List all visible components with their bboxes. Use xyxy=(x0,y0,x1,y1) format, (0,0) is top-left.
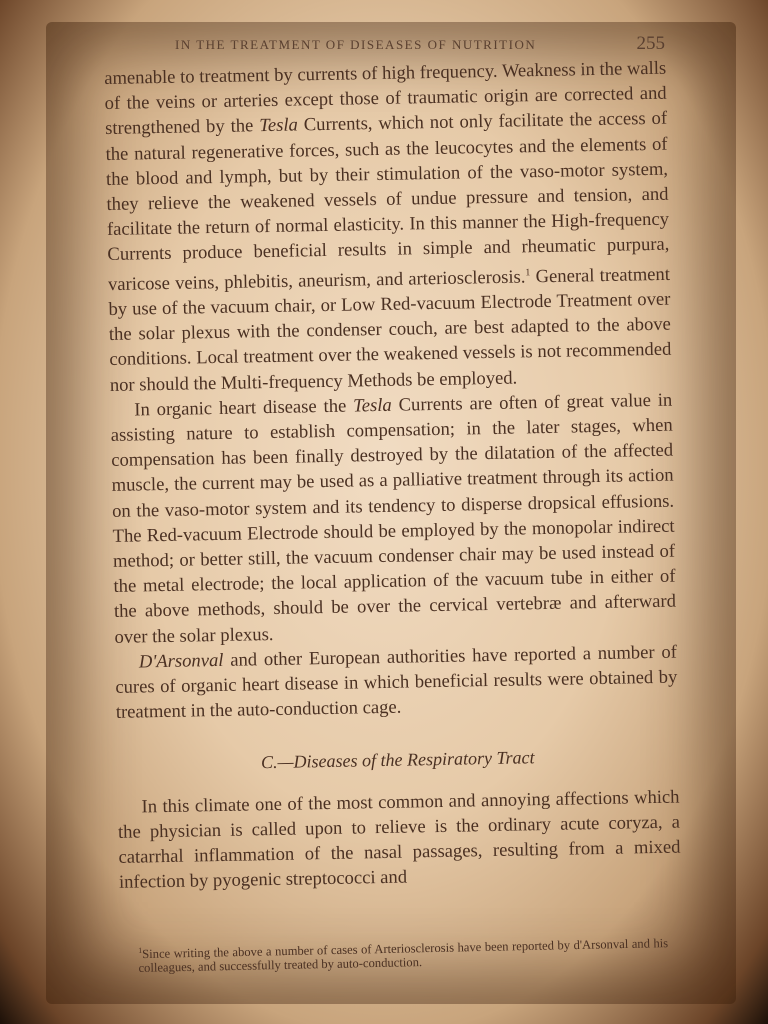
section-heading: C.—Diseases of the Respiratory Tract xyxy=(260,747,535,773)
tesla-term: Tesla xyxy=(352,394,392,417)
darsonval-name: D'Arsonval xyxy=(138,649,224,673)
tesla-term: Tesla xyxy=(259,114,299,137)
footnote-reference: 1 xyxy=(525,266,531,278)
running-title: IN THE TREATMENT OF DISEASES OF NUTRITION xyxy=(175,37,537,52)
paragraph-heart-disease: In organic heart disease the Tesla Currents are often of great value in assisting nature to establish compensation; in the later stages, when compensation has been finally destroyed by the dilatation of the affected muscle, the current may be used as a palliative treatment through its action on the vaso-motor system and its tendency to disperse dropsical effusions. The Red-vacuum Electrode should be employed by the monopolar indirect method; or better still, the vacuum condenser chair may be used instead of the metal electrode; the local application of the vacuum tube in either of the above methods, should be over the cervical vertebræ and afterward over the solar plexus. xyxy=(110,389,677,648)
paragraph-darsonval: D'Arsonval and other European authorities have reported a number of cures of organic heart disease in which beneficial results were obtained by treatment in the auto-conduction cage. xyxy=(115,641,678,724)
footnote-mark: 1 xyxy=(138,945,143,955)
running-header xyxy=(175,33,665,54)
paragraph-vessels: amenable to treatment by currents of high frequency. Weakness in the walls of the veins or arteries except those of traumatic origin are corrected and strengthened by the Tesla Currents, which not only facilitate the access of the natural regenerative forces, such as the leucocytes and the elements of the blood and lymph, but by their stimulation of the vaso-motor system, they relieve the weakened vessels of undue pressure and tension, and facilitate the return of normal elasticity. In this manner the High-frequency Currents produce beneficial results in simple and rheumatic purpura, varicose veins, phlebitis, aneurism, and arteriosclerosis.$^1$ General treatment by use of the vacuum chair, or Low Red-vacuum Electrode Treatment over the solar plexus with the condenser couch, are best adapted to the above conditions. Local treatment over the weakened vessels is not recommended nor should the Multi-frequency Methods be employed. xyxy=(104,57,672,396)
paragraph-coryza: In this climate one of the most common and annoying affections which the physician is called upon to relieve is the ordinary acute coryza, a catarrhal inflammation of the nasal passages, resulting from a mixed infection by pyogenic streptococci and xyxy=(117,786,681,894)
page-number: 255 xyxy=(636,33,665,54)
footnote-text: Since writing the above a number of cases of Arteriosclerosis have been reported by d'Arsonval and his colleagues, and successfully treated by auto-conduction. xyxy=(138,936,669,976)
page-body-text xyxy=(104,56,681,896)
